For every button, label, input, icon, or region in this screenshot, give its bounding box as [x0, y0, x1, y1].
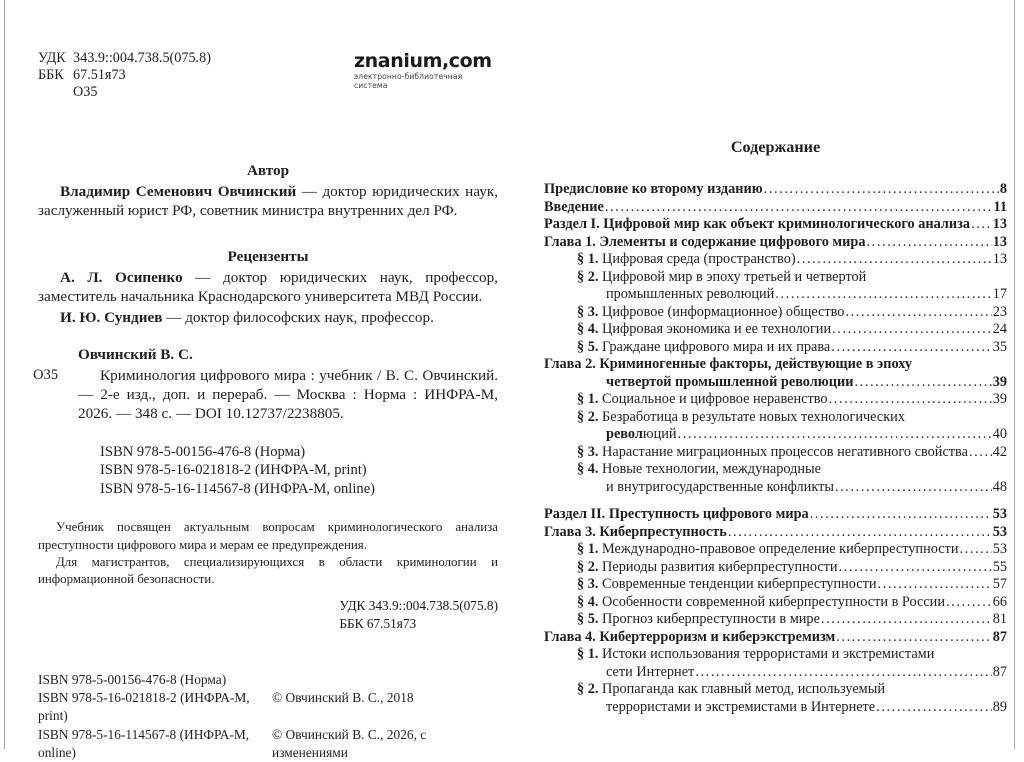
toc-page-number: 48 [992, 478, 1007, 495]
toc-dot-leader [845, 304, 991, 322]
toc-entry: Глава 3. Киберпреступность ..... 53 [544, 524, 1007, 542]
toc-entry: § 2. Периоды развития киберпреступности ..... 55 [544, 559, 1007, 577]
toc-page-number: 40 [992, 426, 1007, 442]
toc-page-number: 35 [992, 338, 1007, 355]
toc-dot-leader [797, 251, 992, 269]
toc-page-number: 24 [992, 321, 1007, 337]
publisher-logo [354, 51, 498, 90]
reviewer-name: А. Л. Осипенко [60, 269, 183, 286]
logo-text: znanium,com [354, 50, 492, 72]
toc-page-number: 87 [992, 628, 1007, 645]
toc-page-number: 87 [992, 663, 1007, 680]
isbn-list [100, 443, 498, 498]
udk-label: УДК [38, 50, 66, 66]
toc-entry: § 1. Истоки использования террористами и экстремистами сети Интернет ..... 87 [544, 646, 1007, 681]
annotation-codes-wrap [38, 597, 498, 633]
toc-dot-leader [810, 506, 992, 524]
toc-entry: § 1. Цифровая среда (пространство) ..... 13 [544, 251, 1007, 269]
toc-page-number: 53 [992, 541, 1007, 557]
toc-dot-leader [854, 374, 991, 392]
toc-entry: Предисловие ко второму изданию ..... 8 [544, 181, 1007, 199]
toc-entry: Глава 1. Элементы и содержание цифрового мира ..... 13 [544, 234, 1007, 252]
toc-entry: § 3. Цифровое (информационное) общество ..... 23 [544, 304, 1007, 322]
toc-entry: § 5. Граждане цифрового мира и их права ..... 35 [544, 339, 1007, 357]
reviewer-paragraph: И. Ю. Сундиев — доктор философских наук, профессор. [60, 309, 434, 326]
annotation-codes [339, 597, 498, 633]
cataloging-description: Криминология цифрового мира : учебник / В. С. Овчинский. — 2-е изд., доп. и перераб. — Москва : Норма : ИНФРА-М, 2026. — 348 с. — DOI 10.12737/2238805. [78, 367, 498, 422]
toc-page-number: 57 [992, 576, 1007, 592]
toc-entry: § 1. Международно-правовое определение киберпреступности ..... 53 [544, 541, 1007, 559]
toc-page-number: 13 [992, 216, 1007, 232]
reviewers-heading: Рецензенты [227, 248, 309, 265]
toc-entry: § 3. Нарастание миграционных процессов негативного свойства ..... 42 [544, 444, 1007, 462]
right-page [544, 138, 1007, 716]
toc-dot-leader [867, 234, 992, 252]
toc-entry: § 2. Безработица в результате новых технологических революций ..... 40 [544, 409, 1007, 444]
toc-entry: § 3. Современные тенденции киберпреступности ..... 57 [544, 576, 1007, 594]
toc-dot-leader [831, 339, 991, 357]
toc-page-number: 11 [993, 198, 1007, 215]
toc-entry: § 4. Цифровая экономика и ее технологии ..... 24 [544, 321, 1007, 339]
toc-dot-leader [764, 181, 999, 199]
toc-entry: Глава 4. Кибертерроризм и киберэкстремизм ..... 87 [544, 629, 1007, 647]
annotation-bbk: ББК 67.51я73 [339, 616, 417, 632]
toc-page-number: 13 [992, 251, 1007, 267]
toc-page-number: 53 [992, 523, 1007, 540]
toc-page-number: 23 [992, 303, 1007, 320]
toc-dot-leader [605, 199, 993, 217]
toc-entry: § 2. Цифровой мир в эпоху третьей и четвертой промышленных революций ..... 17 [544, 269, 1007, 304]
bbk-value: 67.51я73 [73, 67, 126, 83]
isbn-item: ISBN 978-5-16-114567-8 (ИНФРА-М, online) [100, 480, 376, 497]
toc-dot-leader [839, 559, 992, 577]
footer-copyright: © Овчинский В. С., 2026, с изменениями [272, 726, 427, 760]
reviewer-name: И. Ю. Сундиев [60, 309, 163, 326]
cataloging-code: О35 [33, 367, 59, 383]
toc-dot-leader [971, 216, 992, 234]
toc-dot-leader [946, 594, 992, 612]
toc-page-number: 53 [992, 506, 1007, 522]
footer-copyright [272, 671, 498, 689]
annotation-paragraph: Учебник посвящен актуальным вопросам криминологического анализа преступности цифрового мира и мерам ее предупреждения. [38, 520, 498, 552]
toc-dot-leader [876, 699, 992, 717]
author-name: Владимир Семенович Овчинский [60, 183, 297, 200]
annotation-udk: УДК 343.9::004.738.5(075.8) [339, 598, 498, 614]
toc-page-number: 13 [992, 233, 1007, 250]
reviewer-paragraph: А. Л. Осипенко — доктор юридических наук, профессор, заместитель начальника Краснодарского университета МВД России. [38, 269, 498, 305]
toc-dot-leader [695, 664, 991, 682]
cataloging-entry [33, 366, 498, 423]
udk-value: 343.9::004.738.5(075.8) [73, 50, 211, 66]
toc-page-number: 8 [999, 181, 1007, 197]
toc-page-number: 55 [992, 558, 1007, 575]
toc-dot-leader [678, 426, 992, 444]
toc-page-number: 17 [992, 286, 1007, 302]
scan-edge-line-right [1014, 0, 1015, 749]
bbk-label: ББК [38, 67, 64, 83]
footer-isbn-item: ISBN 978-5-16-114567-8 (ИНФРА-М, online) [38, 726, 250, 760]
toc-dot-leader [821, 611, 992, 629]
toc-dot-leader [878, 576, 992, 594]
isbn-item: ISBN 978-5-16-021818-2 (ИНФРА-М, print) [100, 462, 367, 479]
toc-title: Содержание [730, 138, 821, 156]
toc-entry: Раздел I. Цифровой мир как объект криминологического анализа ..... 13 [544, 216, 1007, 234]
footer-isbn-item: ISBN 978-5-00156-476-8 (Норма) [38, 672, 227, 687]
left-page [33, 50, 498, 760]
toc-entry: § 5. Прогноз киберпреступности в мире ..... 81 [544, 611, 1007, 629]
footer-isbn-item: ISBN 978-5-16-021818-2 (ИНФРА-М, print) [38, 690, 250, 724]
toc-entry: § 1. Социальное и цифровое неравенство ..... 39 [544, 391, 1007, 409]
toc-page-number: 39 [992, 373, 1007, 390]
toc-entry: Глава 2. Криминогенные факторы, действующие в эпоху четвертой промышленной революции ..... 39 [544, 356, 1007, 391]
footer-grid [38, 671, 498, 762]
catalog-code-top: О35 [73, 84, 98, 100]
toc-dot-leader [969, 444, 992, 462]
author-credentials: — доктор юридических наук, заслуженный юрист РФ, советник министра внутренних дел РФ. [38, 183, 498, 219]
toc-page-number: 39 [992, 391, 1007, 407]
toc-page-number: 42 [992, 443, 1007, 460]
footer-copyright: © Овчинский В. С., 2018 [272, 690, 414, 706]
toc-dot-leader [959, 541, 991, 559]
toc-dot-leader [832, 321, 992, 339]
toc-entry: § 4. Новые технологии, международные и внутригосударственные конфликты ..... 48 [544, 461, 1007, 496]
toc-entry: § 4. Особенности современной киберпреступности в России ..... 66 [544, 594, 1007, 612]
toc-entry: Введение ..... 11 [544, 199, 1007, 217]
logo-tagline: электронно-библиотечная система [354, 72, 463, 90]
toc-dot-leader [728, 524, 992, 542]
toc-page-number: 66 [992, 593, 1007, 610]
toc-page-number: 89 [992, 698, 1007, 715]
reviewers-block [38, 268, 498, 327]
toc-dot-leader [829, 391, 992, 409]
toc-dot-leader [835, 479, 992, 497]
author-heading: Автор [246, 162, 290, 179]
cataloging-author: Овчинский В. С. [78, 346, 193, 363]
toc-page-number: 81 [992, 611, 1007, 627]
toc-entry: § 2. Пропаганда как главный метод, используемый террористами и экстремистами в Интернете ..... 89 [544, 681, 1007, 716]
toc-entry: Раздел II. Преступность цифрового мира ..... 53 [544, 506, 1007, 524]
toc-list [544, 181, 1007, 716]
isbn-item: ISBN 978-5-00156-476-8 (Норма) [100, 444, 306, 460]
toc-dot-leader [836, 629, 991, 647]
annotation-paragraph: Для магистрантов, специализирующихся в области криминологии и информационной безопасности. [38, 554, 498, 587]
scan-edge-line-left [4, 0, 5, 749]
annotation-block [38, 519, 498, 588]
author-paragraph [38, 182, 498, 220]
toc-dot-leader [775, 286, 991, 304]
